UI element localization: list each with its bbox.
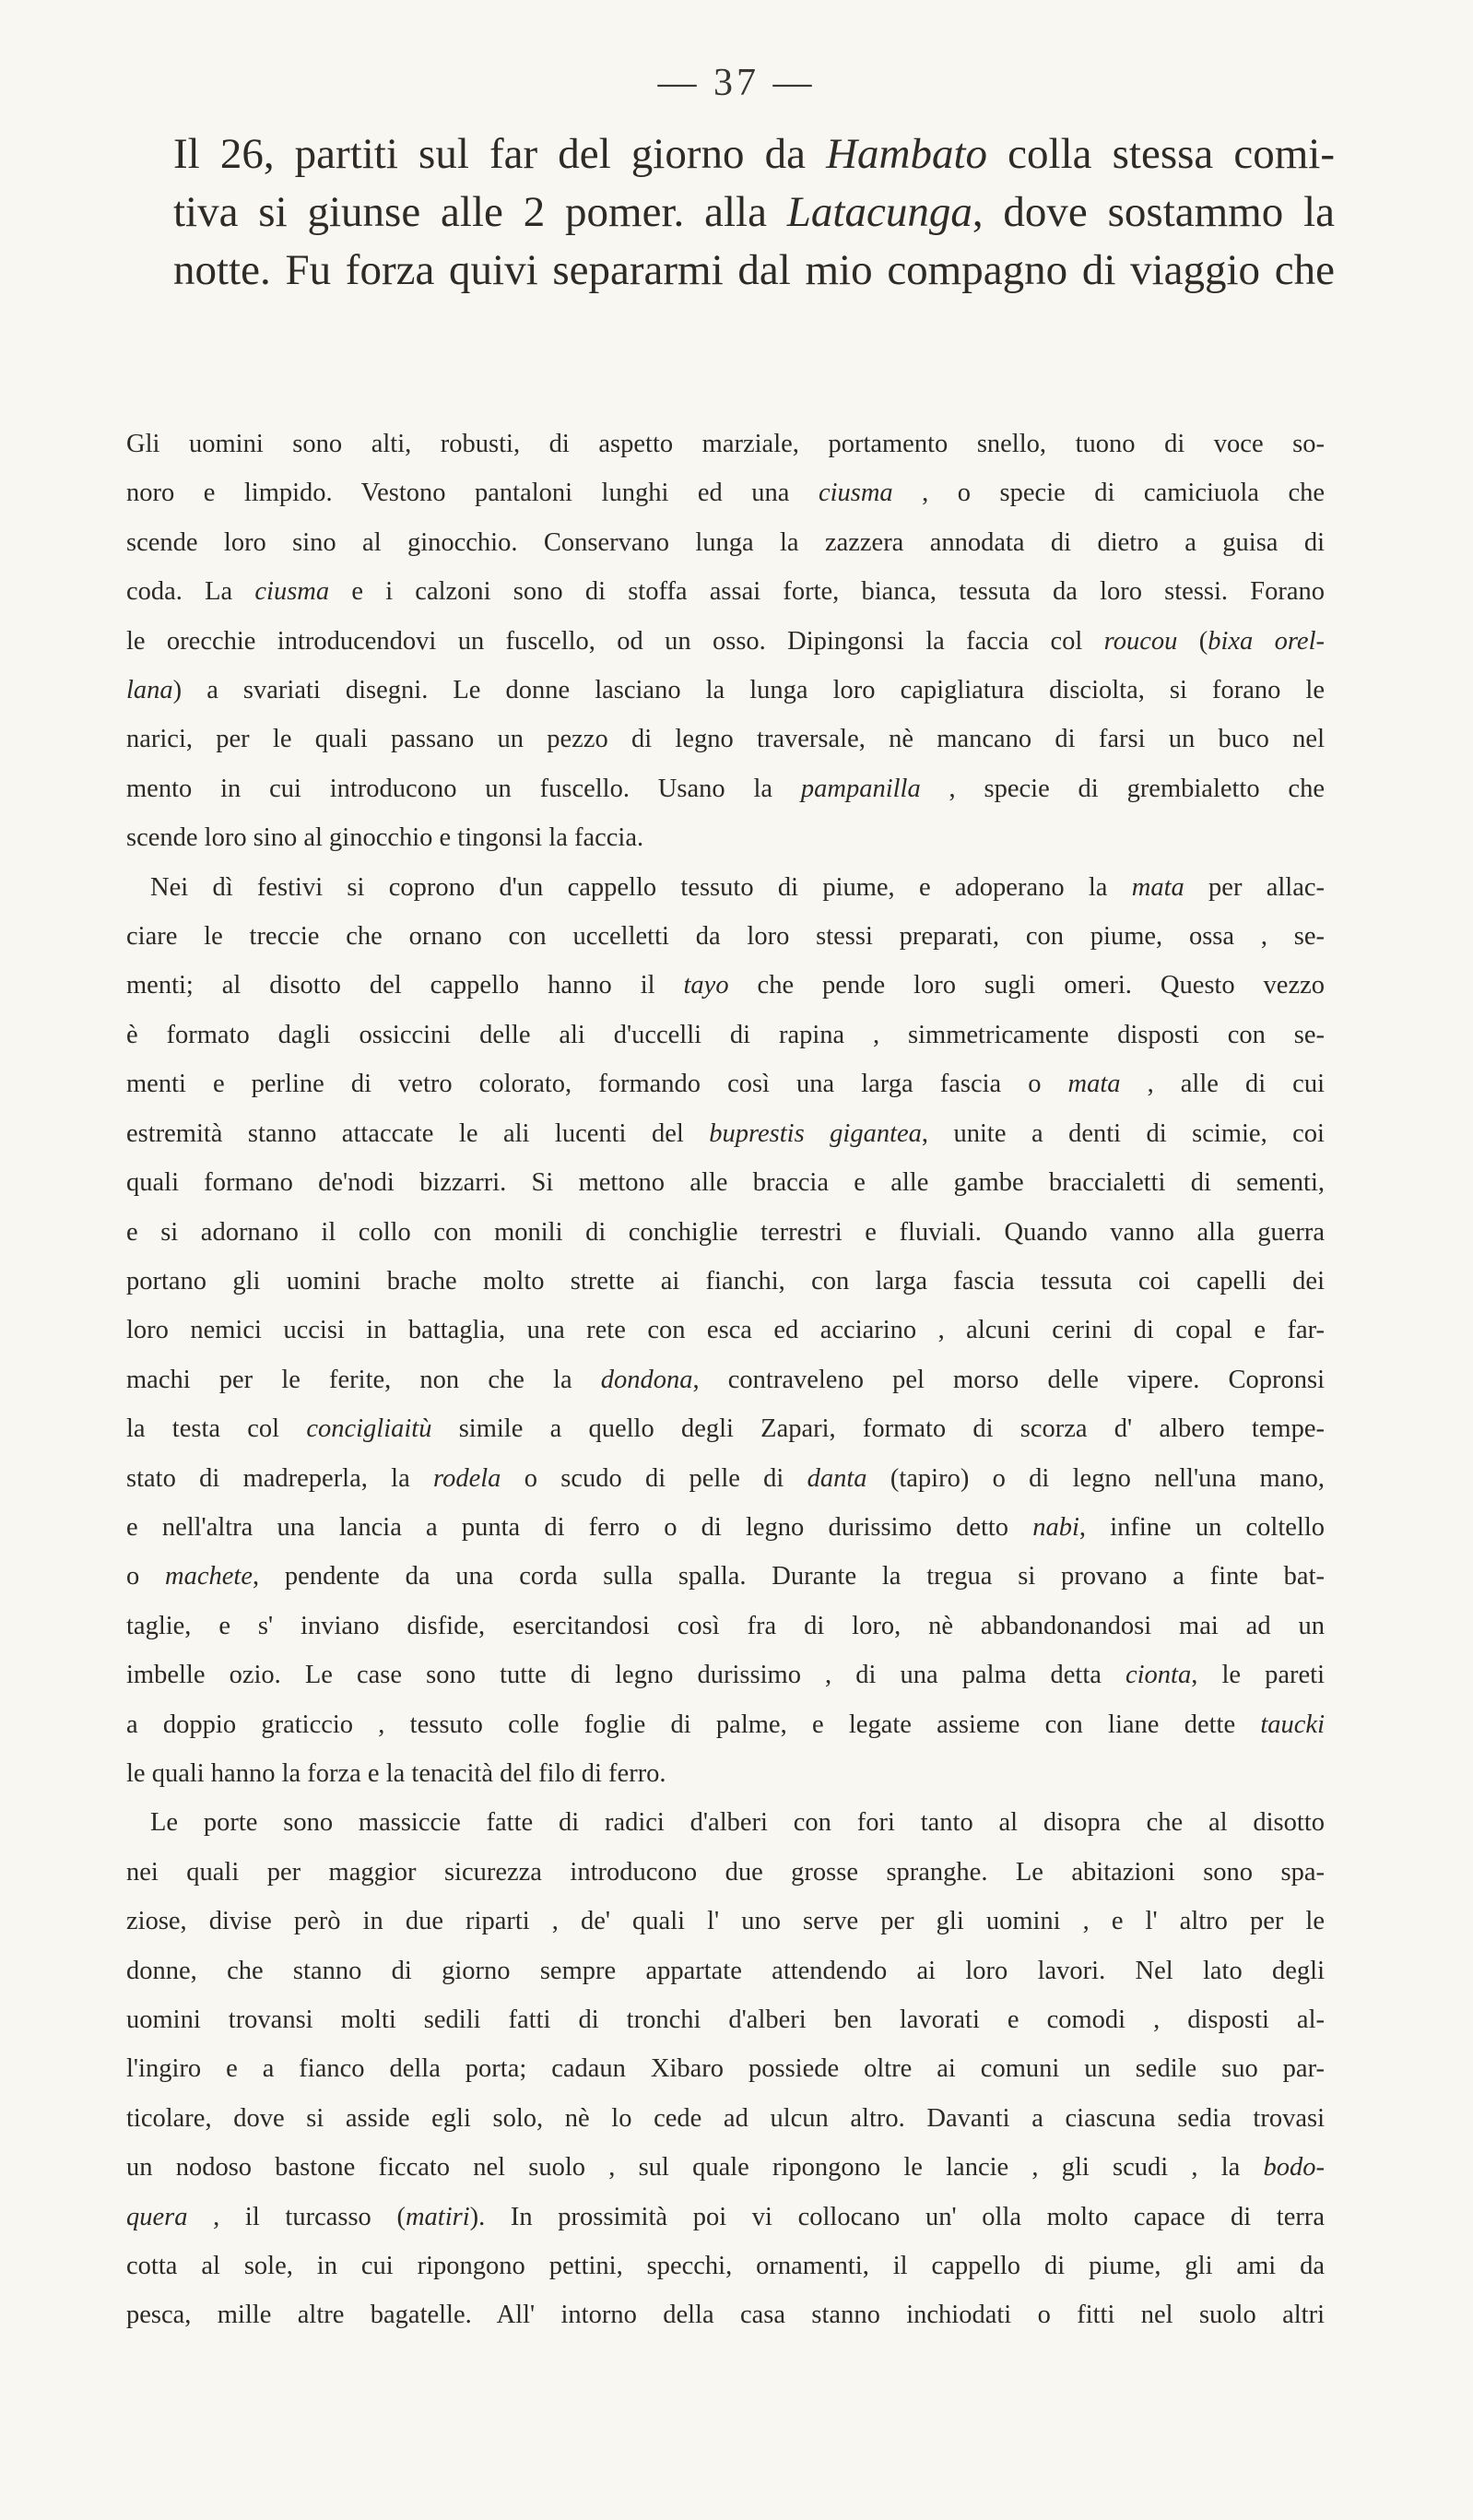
note-line: narici, per le quali passano un pezzo di legno traversale, nè mancano di farsi un buco nel [126, 725, 1325, 754]
note-line: pesca, mille altre bagatelle. All' intorno della casa stanno inchiodati o fitti nel suolo altri [126, 2301, 1325, 2330]
note-line: o machete, pendente da una corda sulla spalla. Durante la tregua si provano a finte bat- [126, 1562, 1325, 1591]
main-line: Il 26, partiti sul far del giorno da Hambato colla stessa comi- [173, 130, 1335, 178]
note-line: scende loro sino al ginocchio. Conservano lunga la zazzera annodata di dietro a guisa di [126, 527, 1325, 557]
note-line: cotta al sole, in cui ripongono pettini, specchi, ornamenti, il cappello di piume, gli ami da [126, 2252, 1325, 2281]
main-line: tiva si giunse alle 2 pomer. alla Latacunga, dove sostammo la [173, 188, 1335, 236]
note-line: le quali hanno la forza e la tenacità del filo di ferro. [126, 1758, 666, 1788]
note-line: ziose, divise però in due riparti , de' quali l' uno serve per gli uomini , e l' altro per le [126, 1907, 1325, 1936]
note-line: uomini trovansi molti sedili fatti di tronchi d'alberi ben lavorati e comodi , disposti al- [126, 2005, 1325, 2034]
note-line: Le porte sono massiccie fatte di radici d'alberi con fori tanto al disopra che al disotto [150, 1808, 1325, 1838]
note-line: la testa col concigliaitù simile a quello degli Zapari, formato di scorza d' albero tempe- [126, 1414, 1325, 1444]
note-line: menti; al disotto del cappello hanno il tayo che pende loro sugli omeri. Questo vezzo [126, 971, 1325, 1000]
note-line: è formato dagli ossiccini delle ali d'uccelli di rapina , simmetricamente disposti con se- [126, 1020, 1325, 1049]
note-line: lana) a svariati disegni. Le donne lasciano la lunga loro capigliatura disciolta, si forano le [126, 676, 1325, 705]
note-line: e si adornano il collo con monili di conchiglie terrestri e fluviali. Quando vanno alla guerra [126, 1217, 1325, 1247]
note-line: noro e limpido. Vestono pantaloni lunghi ed una ciusma , o specie di camiciuola che [126, 479, 1325, 508]
note-line: loro nemici uccisi in battaglia, una rete con esca ed acciarino , alcuni cerini di copal e far- [126, 1316, 1325, 1345]
note-line: le orecchie introducendovi un fuscello, od un osso. Dipingonsi la faccia col roucou (bixa orel- [126, 626, 1325, 656]
note-line: quera , il turcasso (matiri). In prossimità poi vi collocano un' olla molto capace di terra [126, 2202, 1325, 2231]
note-paragraph [126, 863, 1325, 1799]
note-line: machi per le ferite, non che la dondona, contraveleno pel morso delle vipere. Copronsi [126, 1365, 1325, 1394]
note-line: scende loro sino al ginocchio e tingonsi la faccia. [126, 823, 644, 853]
note-line: un nodoso bastone ficcato nel suolo , sul quale ripongono le lancie , gli scudi , la bodo- [126, 2153, 1325, 2183]
note-line: Gli uomini sono alti, robusti, di aspetto marziale, portamento snello, tuono di voce so- [126, 430, 1325, 458]
note-line: e nell'altra una lancia a punta di ferro o di legno durissimo detto nabi, infine un coltello [126, 1512, 1325, 1542]
note-line: a doppio graticcio , tessuto colle foglie di palme, e legate assieme con liane dette taucki [126, 1710, 1325, 1739]
note-line: coda. La ciusma e i calzoni sono di stoffa assai forte, bianca, tessuta da loro stessi. Forano [126, 577, 1325, 607]
main-line: notte. Fu forza quivi separarmi dal mio compagno di viaggio che [173, 246, 1335, 294]
note-paragraph [126, 420, 1325, 863]
note-line: donne, che stanno di giorno sempre appartate attendendo ai loro lavori. Nel lato degli [126, 1956, 1325, 1985]
note-line: mento in cui introducono un fuscello. Usano la pampanilla , specie di grembialetto che [126, 774, 1325, 803]
note-line: ciare le treccie che ornano con uccelletti da loro stessi preparati, con piume, ossa , se- [126, 922, 1325, 952]
note-line: stato di madreperla, la rodela o scudo di pelle di danta (tapiro) o di legno nell'una mano, [126, 1463, 1325, 1493]
note-line: taglie, e s' inviano disfide, esercitandosi così fra di loro, nè abbandonandosi mai ad un [126, 1611, 1325, 1640]
page-number: — 37 — [657, 62, 816, 104]
note-line: nei quali per maggior sicurezza introducono due grosse spranghe. Le abitazioni sono spa- [126, 1857, 1325, 1887]
note-line: menti e perline di vetro colorato, formando così una larga fascia o mata , alle di cui [126, 1070, 1325, 1099]
note-line: ticolare, dove si asside egli solo, nè lo cede ad ulcun altro. Davanti a ciascuna sedia trovasi [126, 2103, 1325, 2133]
note-line: portano gli uomini brache molto strette ai fianchi, con larga fascia tessuta coi capelli dei [126, 1266, 1325, 1295]
note-line: estremità stanno attaccate le ali lucenti del buprestis gigantea, unite a denti di scimie, coi [126, 1118, 1325, 1148]
footnote-block [126, 420, 1325, 2340]
note-paragraph [126, 1798, 1325, 2339]
note-line: quali formano de'nodi bizzarri. Si mettono alle braccia e alle gambe braccialetti di sementi, [126, 1168, 1325, 1198]
main-text [173, 125, 1335, 300]
note-line: Nei dì festivi si coprono d'un cappello tessuto di piume, e adoperano la mata per allac- [150, 872, 1325, 902]
note-line: l'ingiro e a fianco della porta; cadaun Xibaro possiede oltre ai comuni un sedile suo par- [126, 2054, 1325, 2084]
note-line: imbelle ozio. Le case sono tutte di legno durissimo , di una palma detta cionta, le pareti [126, 1661, 1325, 1690]
